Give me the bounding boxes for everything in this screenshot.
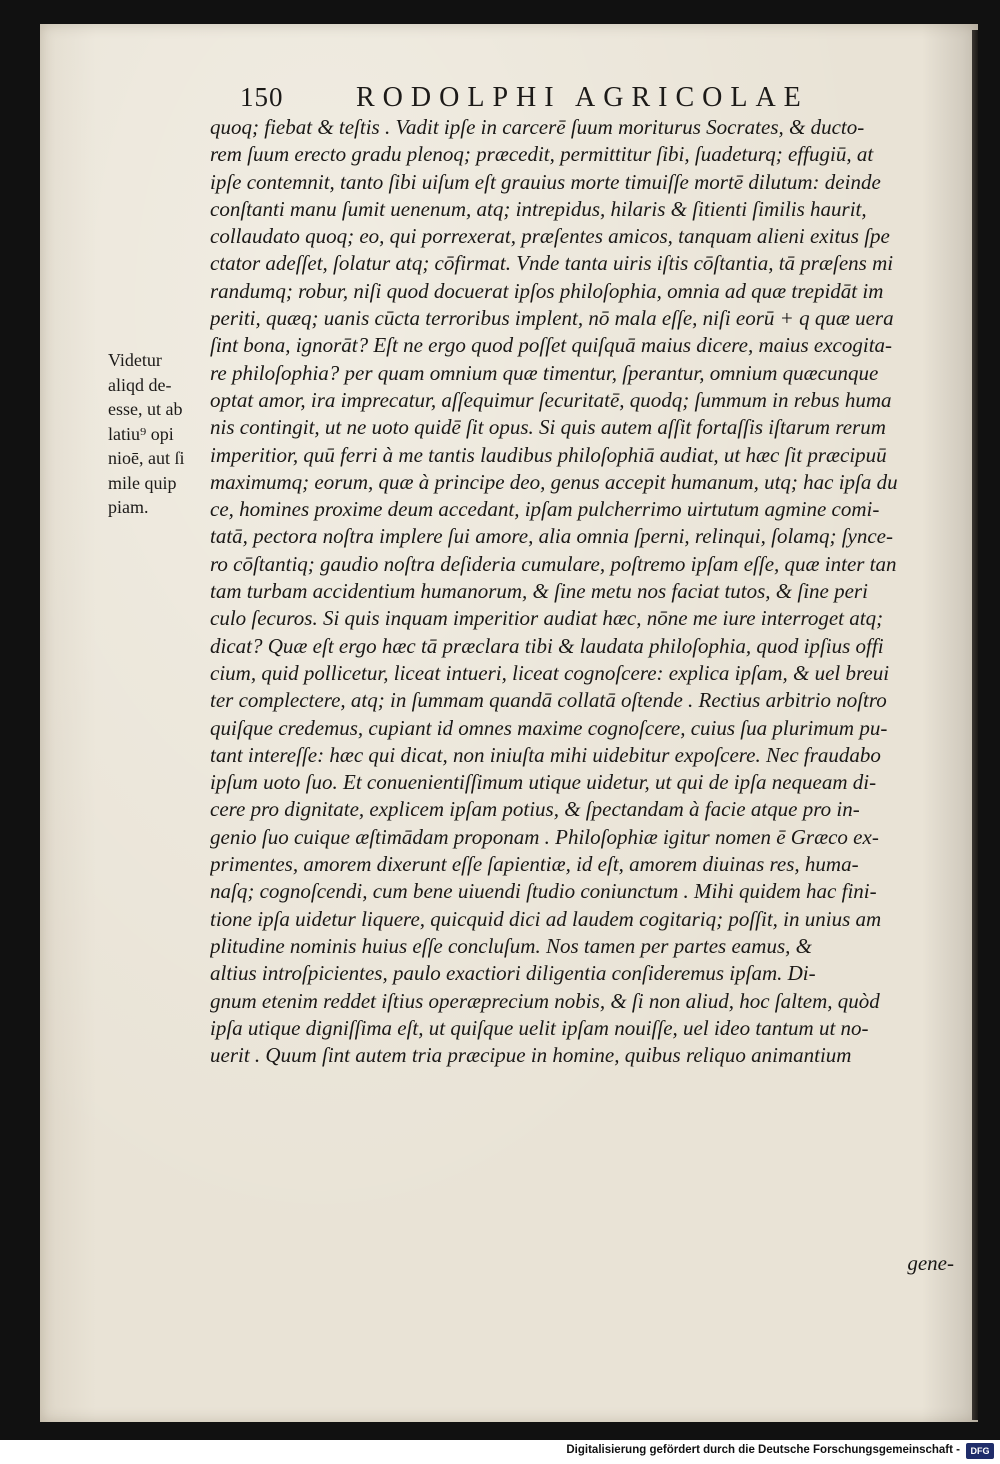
marginal-note-line: mile quip: [108, 472, 177, 493]
marginal-note-line: Videtur: [108, 350, 162, 370]
text-line: tam turbam accidentium humanorum, & ſine metu nos faciat tutos, & ſine peri: [210, 579, 868, 604]
text-line: ro cōſtantiq; gaudio noſtra deſideria cumulare, poſtremo ipſam eſſe, quæ inter tan: [210, 551, 897, 576]
text-line: ipſe contemnit, tanto ſibi uiſum eſt grauius morte timuiſſe mortē dilutum: deinde: [210, 169, 881, 194]
main-text-block: [210, 114, 970, 1069]
text-line: tant intereſſe: hæc qui dicat, non iniuſta mihi uidebitur expoſcere. Nec fraudabo: [210, 742, 881, 767]
text-line: ſint bona, ignorāt? Eſt ne ergo quod poſſet quiſquā maius dicere, maius excogita-: [210, 333, 893, 358]
text-line: nis contingit, ut ne uoto quidē ſit opus. Si quis autem aſſit fortaſſis iſtarum rerum: [210, 415, 886, 440]
marginal-note-line: esse, ut ab: [108, 399, 183, 419]
text-line: quoq; fiebat & teſtis . Vadit ipſe in carcerē ſuum moriturus Socrates, & ducto-: [210, 115, 865, 139]
running-head: RODOLPHI AGRICOLAE: [356, 82, 809, 113]
text-line: imperitior, quū ferri à me tantis laudibus philoſophiā audiat, ut hæc ſit præcipuū: [210, 442, 887, 467]
text-line: altius introſpicientes, paulo exactiori diligentia conſideremus ipſam. Di-: [210, 961, 816, 986]
text-line: culo ſecuros. Si quis inquam imperitior audiat hæc, nōne me iure interroget atq;: [210, 606, 884, 631]
funding-credit: Digitalisierung gefördert durch die Deutsche Forschungsgemeinschaft -: [566, 1444, 960, 1456]
page-number: 150: [240, 82, 284, 112]
marginal-note: [108, 348, 212, 520]
text-line: ctator adeſſet, ſolatur atq; cōfirmat. Vnde tanta uiris iſtis cōſtantia, tā præſens mi: [210, 251, 894, 276]
text-line: ipſa utique digniſſima eſt, ut quiſque uelit ipſam nouiſſe, uel ideo tantum ut no-: [210, 1015, 869, 1040]
text-line: rem ſuum erecto gradu plenoq; præcedit, permittitur ſibi, ſuadeturq; effugiū, at: [210, 142, 874, 167]
text-line: maximumq; eorum, quæ à principe deo, genus accepit humanum, utq; hac ipſa du: [210, 469, 898, 494]
text-line: primentes, amorem dixerunt eſſe ſapientiæ, id eſt, amorem diuinas res, huma-: [210, 852, 859, 877]
text-line: randumq; robur, niſi quod docuerat ipſos philoſophia, omnia ad quæ trepidāt im: [210, 278, 884, 303]
page-header: [240, 82, 900, 116]
marginal-note-line: nioē, aut ſi: [108, 448, 185, 468]
text-line: cium, quid pollicetur, liceat intueri, liceat cognoſcere: explica ipſam, & uel breui: [210, 660, 890, 685]
text-line: conſtanti manu ſumit uenenum, atq; intrepidus, hilaris & ſitienti ſimilis haurit,: [210, 196, 867, 221]
text-line: periti, quæq; uanis cūcta terroribus implent, nō mala eſſe, niſi eorū + q quæ uera: [210, 306, 894, 331]
text-line: uerit . Quum ſint autem tria præcipue in homine, quibus reliquo animantium: [210, 1043, 852, 1068]
footer-bar: [0, 1440, 1000, 1464]
catchword: gene-: [907, 1251, 954, 1275]
page-edge: [972, 30, 978, 1420]
text-line: tione ipſa uidetur liquere, quicquid dici ad laudem cogitariq; poſſit, in unius am: [210, 906, 882, 931]
text-line: dicat? Quæ eſt ergo hæc tā præclara tibi & laudata philoſophia, quod ipſius offi: [210, 633, 884, 658]
marginal-note-line: aliqd de-: [108, 374, 172, 395]
marginal-note-line: latiu⁹ opi: [108, 423, 174, 444]
text-line: optat amor, ira imprecatur, aſſequimur ſecuritatē, quodq; ſummum in rebus huma: [210, 387, 892, 412]
text-line: naſq; cognoſcendi, cum bene uiuendi ſtudio coniunctum . Mihi quidem hac fini-: [210, 879, 877, 904]
text-line: plitudine nominis huius eſſe concluſum. Nos tamen per partes eamus, &: [210, 933, 812, 958]
text-line: re philoſophia? per quam omnium quæ timentur, ſperantur, omnium quæcunque: [210, 360, 879, 385]
text-line: ipſum uoto ſuo. Et conuenientiſſimum utique uidetur, ut qui de ipſa nequeam di-: [210, 770, 877, 795]
text-line: ce, homines proxime deum accedant, ipſam pulcherrimo uirtutum agmine comi-: [210, 497, 880, 522]
marginal-note-line: piam.: [108, 497, 149, 517]
dfg-logo-icon: DFG: [966, 1443, 994, 1459]
text-line: quiſque credemus, cupiant id omnes maxime cognoſcere, cuius ſua plurimum pu-: [210, 715, 888, 740]
text-line: cere pro dignitate, explicem ipſam potius, & ſpectandam à facie atque pro in-: [210, 797, 860, 822]
text-line: ter complectere, atq; in ſummam quandā collatā oſtende . Rectius arbitrio noſtro: [210, 688, 887, 713]
text-line: gnum etenim reddet iſtius operæprecium nobis, & ſi non aliud, hoc ſaltem, quòd: [210, 988, 880, 1013]
text-line: tatā, pectora noſtra implere ſui amore, alia omnia ſperni, relinqui, ſolamq; ſynce-: [210, 524, 893, 549]
text-line: genio ſuo cuique æſtimādam proponam . Philoſophiæ igitur nomen ē Græco ex-: [210, 824, 879, 849]
text-line: collaudato quoq; eo, qui porrexerat, præſentes amicos, tanquam alieni exitus ſpe: [210, 224, 890, 249]
